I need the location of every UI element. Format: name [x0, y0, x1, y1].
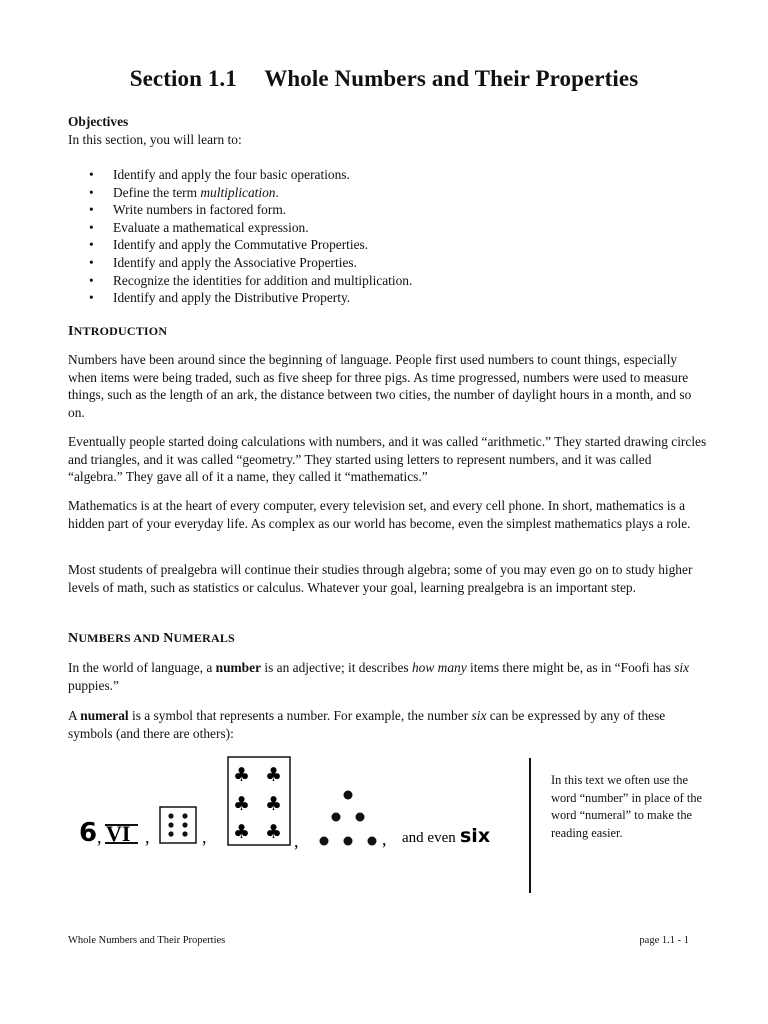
- list-item: • Define the term multiplication.: [68, 184, 412, 202]
- numbers-paragraph-1: In the world of language, a number is an adjective; it describes how many items there might be, as in “Foofi has six puppies.”: [68, 660, 690, 693]
- intro-paragraph-3: Mathematics is at the heart of every computer, every television set, and every cell phone. In short, mathematics is a hidden part of your everyday life. As complex as our world has become, even the simplest mathematics plays a role.: [68, 498, 691, 531]
- objectives-heading: Objectives: [68, 114, 129, 129]
- figure-comma: ,: [97, 827, 102, 847]
- list-item: • Identify and apply the Associative Properties.: [68, 254, 412, 272]
- list-item: • Write numbers in factored form.: [68, 201, 412, 219]
- intro-paragraph-1: Numbers have been around since the beginning of language. People first used numbers to count things, especially when items were being traded, such as five sheep for three pigs. As time progressed, numbers were used to measure things, such as the length of an ark, the distance between two cities, the number of daylight hours in a month, and so on.: [68, 352, 692, 420]
- bold-term-number: number: [215, 660, 262, 675]
- club-icon: ♣: [265, 793, 283, 815]
- objectives-intro: In this section, you will learn to:: [68, 132, 242, 147]
- club-icon: ♣: [265, 764, 283, 786]
- sidenote: In this text we often use the word “number” in place of the word “numeral” to make the reading easier.: [551, 773, 703, 840]
- section-number: Section 1.1: [129, 66, 237, 91]
- footer-title: Whole Numbers and Their Properties: [68, 935, 226, 946]
- list-item: • Identify and apply the four basic operations.: [68, 166, 412, 184]
- list-item: • Recognize the identities for addition and multiplication.: [68, 272, 412, 290]
- page-number: page 1.1 - 1: [639, 935, 689, 946]
- bold-term-numeral: numeral: [80, 708, 129, 723]
- list-item: • Identify and apply the Distributive Property.: [68, 289, 412, 307]
- objectives-list: [68, 166, 412, 307]
- sidenote-divider: [529, 758, 531, 893]
- die-pips: [168, 813, 187, 836]
- intro-paragraph-4: Most students of prealgebra will continue their studies through algebra; some of you may even go on to study higher levels of math, such as statistics or calculus. Whatever your goal, learning prealgebra is an important step.: [68, 562, 693, 595]
- figure-comma: ,: [294, 831, 299, 851]
- figure-comma: ,: [145, 827, 150, 847]
- and-even-text: and even: [402, 830, 456, 846]
- word-numeral: six: [460, 825, 491, 847]
- intro-paragraph-2: Eventually people started doing calculations with numbers, and it was called “arithmetic.” They started drawing circles and triangles, and it was called “geometry.” They started using letters to represent numbers, and it was called “algebra.” They gave all of it a name, they called it “mathematics.”: [68, 434, 707, 484]
- club-icon: ♣: [233, 821, 251, 843]
- page-title: [0, 66, 768, 92]
- figure-comma: ,: [382, 829, 387, 849]
- club-icon: ♣: [233, 793, 251, 815]
- italic-term: multiplication: [200, 184, 276, 200]
- figure-comma: ,: [202, 827, 207, 847]
- numeral-examples-figure: [68, 755, 518, 885]
- section-title: Whole Numbers and Their Properties: [264, 66, 639, 91]
- club-pips: [233, 764, 282, 843]
- arabic-numeral: 6: [79, 818, 98, 848]
- numbers-numerals-heading: NUMBERS AND NUMERALS: [68, 631, 235, 646]
- numbers-paragraph-2: A numeral is a symbol that represents a number. For example, the number six can be expressed by any of these symbols (and there are others):: [68, 708, 666, 741]
- list-item: • Evaluate a mathematical expression.: [68, 219, 412, 237]
- list-item: • Identify and apply the Commutative Properties.: [68, 236, 412, 254]
- roman-numeral: VI: [106, 821, 131, 846]
- introduction-heading: INTRODUCTION: [68, 324, 168, 339]
- die-face: [160, 807, 196, 843]
- club-icon: ♣: [233, 764, 251, 786]
- club-icon: ♣: [265, 821, 283, 843]
- dot-triangle: [320, 791, 377, 846]
